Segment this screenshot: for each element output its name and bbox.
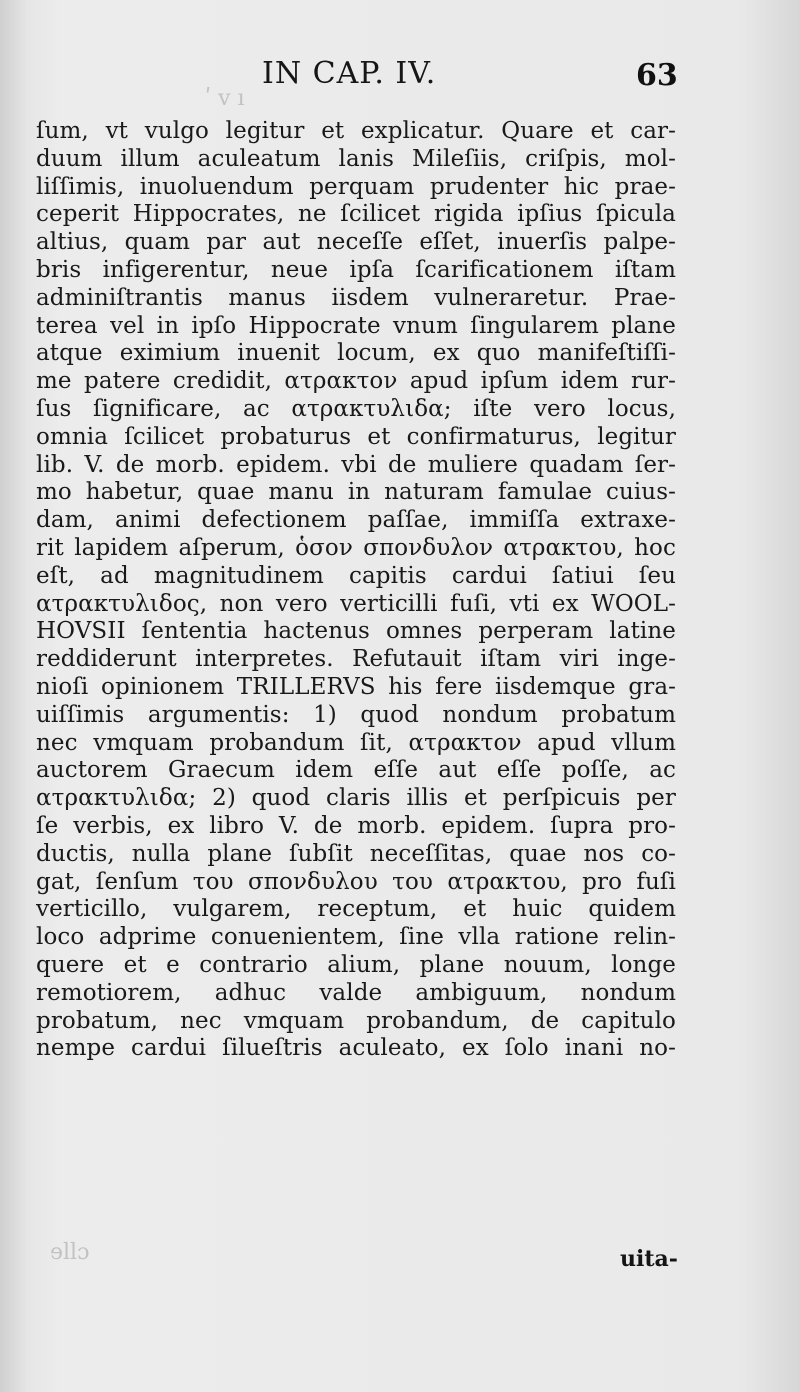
running-head xyxy=(0,56,800,106)
text-line: gat, ſenſum του σπονδυλου του ατρακτου, pro fuſi xyxy=(36,868,676,895)
text-line: eſt, ad magnitudinem capitis cardui ſatiui ſeu xyxy=(36,562,676,589)
text-line: nioſi opinionem TRILLERVS his fere iisdemque gra- xyxy=(36,673,676,700)
running-title: IN CAP. IV. xyxy=(262,56,437,91)
text-line: ceperit Hippocrates, ne ſcilicet rigida ipſius ſpicula xyxy=(36,201,676,228)
text-line: me patere credidit, ατρακτον apud ipſum idem rur- xyxy=(36,368,676,395)
page-number: 63 xyxy=(636,58,678,93)
text-line: ατρακτυλιδα; 2) quod claris illis et perſpicuis per xyxy=(36,785,676,812)
text-line: mo habetur, quae manu in naturam famulae cuius- xyxy=(36,479,676,506)
text-line: ſum, vt vulgo legitur et explicatur. Quare et car- xyxy=(36,118,676,144)
text-line: ſus ſignificare, ac ατρακτυλιδα; iſte vero locus, xyxy=(36,395,676,422)
text-line: ſe verbis, ex libro V. de morb. epidem. ſupra pro- xyxy=(36,812,676,839)
body-text xyxy=(36,118,676,1063)
text-line: auctorem Graecum idem eſſe aut eſſe poſſe, ac xyxy=(36,757,676,784)
text-line: liſſimis, inuoluendum perquam prudenter hic prae- xyxy=(36,173,676,200)
text-line: nempe cardui ſilueſtris aculeato, ex ſolo inani no- xyxy=(36,1035,676,1062)
bleed-through-text: ɘllɔ xyxy=(50,1240,90,1265)
text-line: reddiderunt interpretes. Refutauit iſtam viri inge- xyxy=(36,646,676,673)
text-line: nec vmquam probandum ſit, ατρακτον apud vllum xyxy=(36,729,676,756)
text-line: ατρακτυλιδος, non vero verticilli fuſi, vti ex WOOL- xyxy=(36,590,676,617)
text-line: probatum, nec vmquam probandum, de capitulo xyxy=(36,1007,676,1034)
text-line: lib. V. de morb. epidem. vbi de muliere quadam ſer- xyxy=(36,451,676,478)
text-line: quere et e contrario alium, plane nouum, longe xyxy=(36,951,676,978)
text-line: dam, animi defectionem paſſae, immiſſa extraxe- xyxy=(36,507,676,534)
text-line: HOVSII ſententia hactenus omnes perperam latine xyxy=(36,618,676,645)
text-line: rit lapidem aſperum, ὁσον σπονδυλον ατρακτου, hoc xyxy=(36,534,676,561)
text-line: uiſſimis argumentis: 1) quod nondum probatum xyxy=(36,701,676,728)
text-line: verticillo, vulgarem, receptum, et huic quidem xyxy=(36,896,676,923)
text-line: loco adprime conuenientem, ſine vlla ratione relin- xyxy=(36,924,676,951)
text-line: altius, quam par aut neceſſe eſſet, inuerſis palpe- xyxy=(36,229,676,256)
text-line: atque eximium inuenit locum, ex quo manifeſtiſſi- xyxy=(36,340,676,367)
text-line: ductis, nulla plane ſubſit neceſſitas, quae nos co- xyxy=(36,840,676,867)
text-line: remotiorem, adhuc valde ambiguum, nondum xyxy=(36,979,676,1006)
text-line: terea vel in ipſo Hippocrate vnum ſingularem plane xyxy=(36,312,676,339)
text-line: omnia ſcilicet probaturus et confirmaturus, legitur xyxy=(36,423,676,450)
text-line: bris infigerentur, neue ipſa ſcarificationem iſtam xyxy=(36,256,676,283)
catchword: uita- xyxy=(620,1246,678,1272)
text-line: adminiſtrantis manus iisdem vulneraretur. Prae- xyxy=(36,284,676,311)
text-line: duum illum aculeatum lanis Mileſiis, criſpis, mol- xyxy=(36,145,676,172)
bleed-through-text: ʹ v ı xyxy=(205,86,245,111)
